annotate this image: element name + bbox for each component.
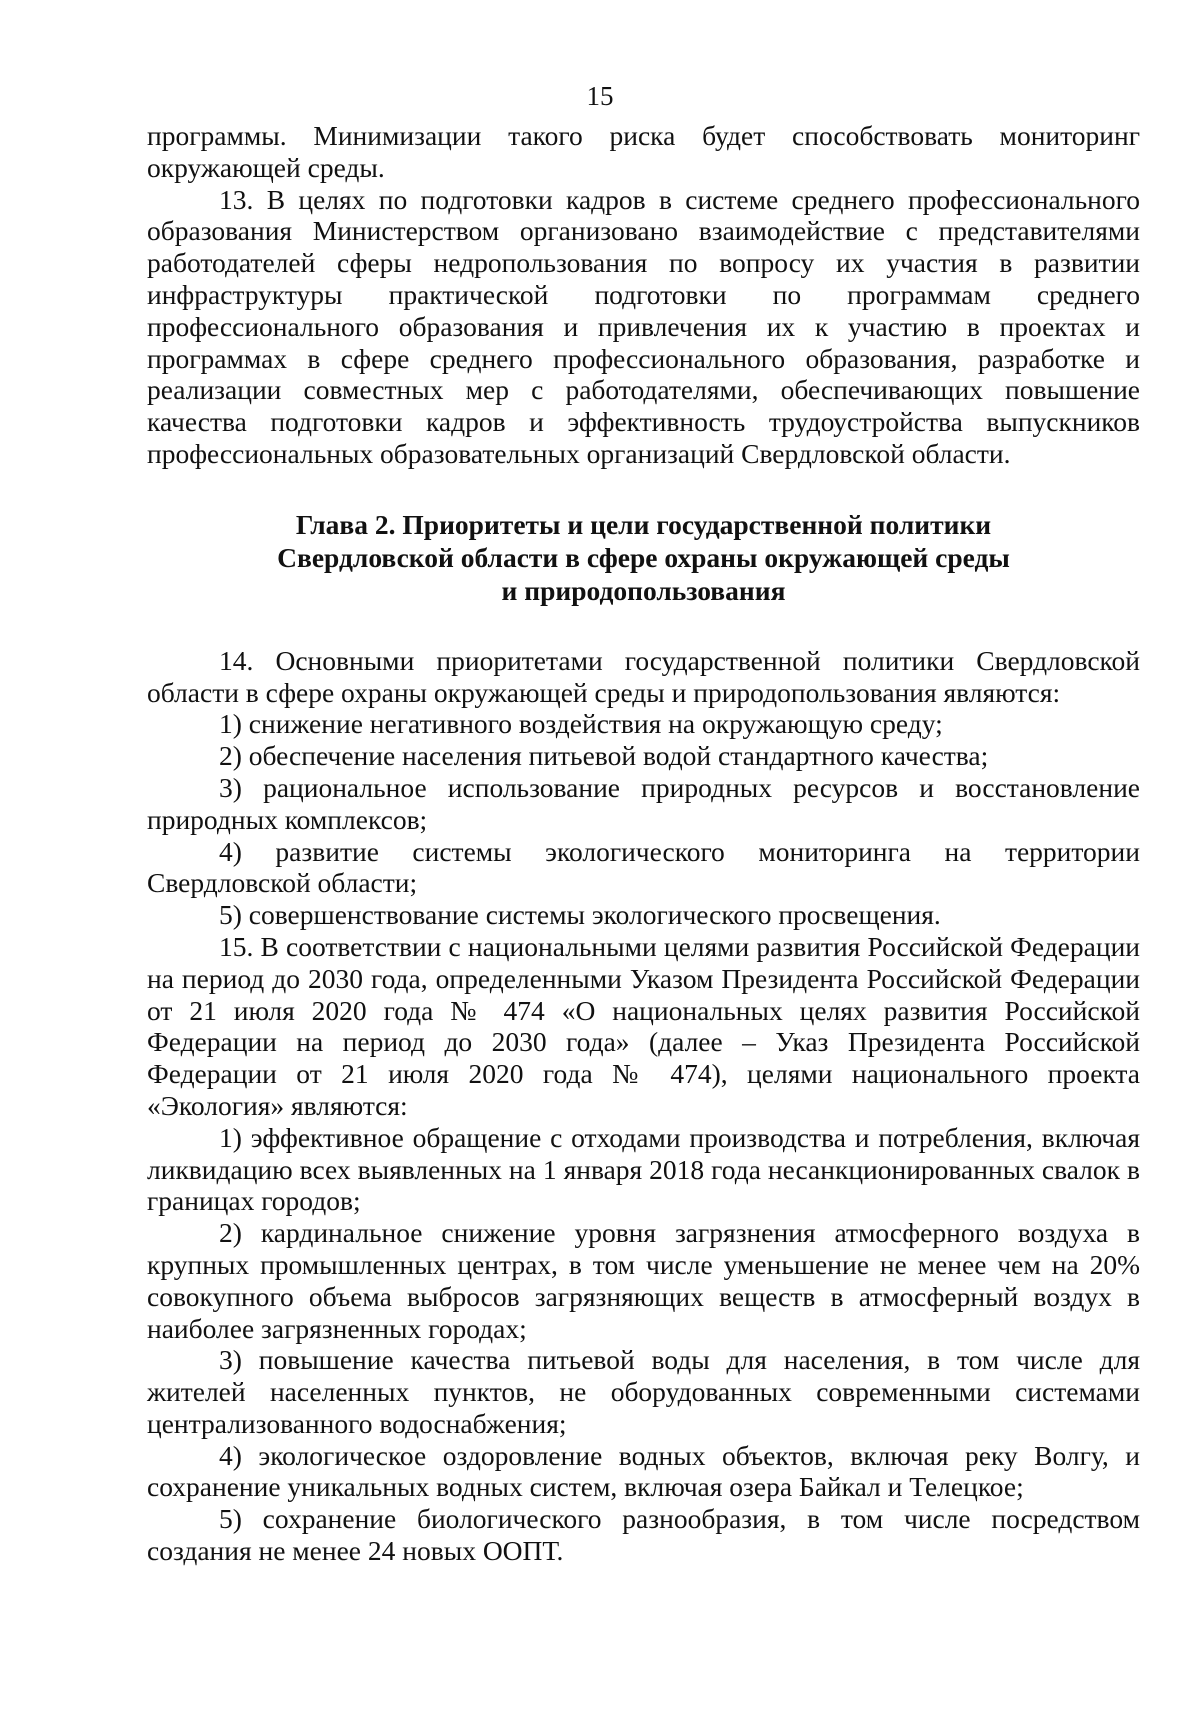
chapter-heading-line: и природопользования bbox=[501, 574, 786, 606]
paragraph: 14. Основными приоритетами государственной политики Свердловской области в сфере охраны окружающей среды и природопользования являются: bbox=[147, 644, 1140, 708]
list-item: 5) совершенствование системы экологического просвещения. bbox=[219, 899, 941, 931]
paragraph: 15. В соответствии с национальными целями развития Российской Федерации на период до 2030 года, определенными Указом Президента Российской Федерации от 21 июля 2020 года № 474 «О национальных целях развития Российской Федерации на период до 2030 года» (далее – Указ Президента Российской Федерации от 21 июля 2020 года № 474), целями национального проекта «Экология» являются: bbox=[147, 930, 1140, 1121]
list-item: 5) сохранение биологического разнообразия, в том числе посредством создания не менее 24 новых ООПТ. bbox=[147, 1503, 1140, 1567]
list-item: 3) рациональное использование природных ресурсов и восстановление природных комплексов; bbox=[147, 771, 1140, 835]
section-before-heading bbox=[147, 120, 1140, 470]
chapter-heading-line: Свердловской области в сфере охраны окружающей среды bbox=[277, 541, 1010, 573]
page-number: 15 bbox=[586, 81, 614, 111]
section-after-heading bbox=[147, 645, 1140, 1567]
paragraph: программы. Минимизации такого риска будет способствовать мониторинг окружающей среды. bbox=[147, 120, 1140, 183]
document-body bbox=[147, 120, 1140, 1567]
chapter-heading-line: Глава 2. Приоритеты и цели государственной политики bbox=[295, 508, 992, 540]
list-item: 1) снижение негативного воздействия на окружающую среду; bbox=[219, 708, 943, 740]
chapter-heading bbox=[147, 508, 1140, 607]
paragraph: 13. В целях по подготовки кадров в системе среднего профессионального образования Министерством организовано взаимодействие с представителями работодателей сферы недропользования по вопросу их участия в развитии инфраструктуры практической подготовки по программам среднего профессионального образования и привлечения их к участию в проектах и программах в сфере среднего профессионального образования, разработке и реализации совместных мер с работодателями, обеспечивающих повышение качества подготовки кадров и эффективность трудоустройства выпускников профессиональных образовательных организаций Свердловской области. bbox=[147, 183, 1140, 469]
list-item: 3) повышение качества питьевой воды для населения, в том числе для жителей населенных пунктов, не оборудованных современными системами централизованного водоснабжения; bbox=[147, 1344, 1140, 1439]
list-item: 2) кардинальное снижение уровня загрязнения атмосферного воздуха в крупных промышленных центрах, в том числе уменьшение не менее чем на 20% совокупного объема выбросов загрязняющих веществ в атмосферный воздух в наиболее загрязненных городах; bbox=[147, 1217, 1140, 1344]
list-item: 1) эффективное обращение с отходами производства и потребления, включая ликвидацию всех выявленных на 1 января 2018 года несанкционированных свалок в границах городов; bbox=[147, 1121, 1140, 1217]
list-item: 4) развитие системы экологического мониторинга на территории Свердловской области; bbox=[147, 835, 1140, 899]
list-item: 2) обеспечение населения питьевой водой стандартного качества; bbox=[219, 740, 989, 772]
list-item: 4) экологическое оздоровление водных объектов, включая реку Волгу, и сохранение уникальных водных систем, включая озера Байкал и Телецкое; bbox=[147, 1439, 1140, 1503]
